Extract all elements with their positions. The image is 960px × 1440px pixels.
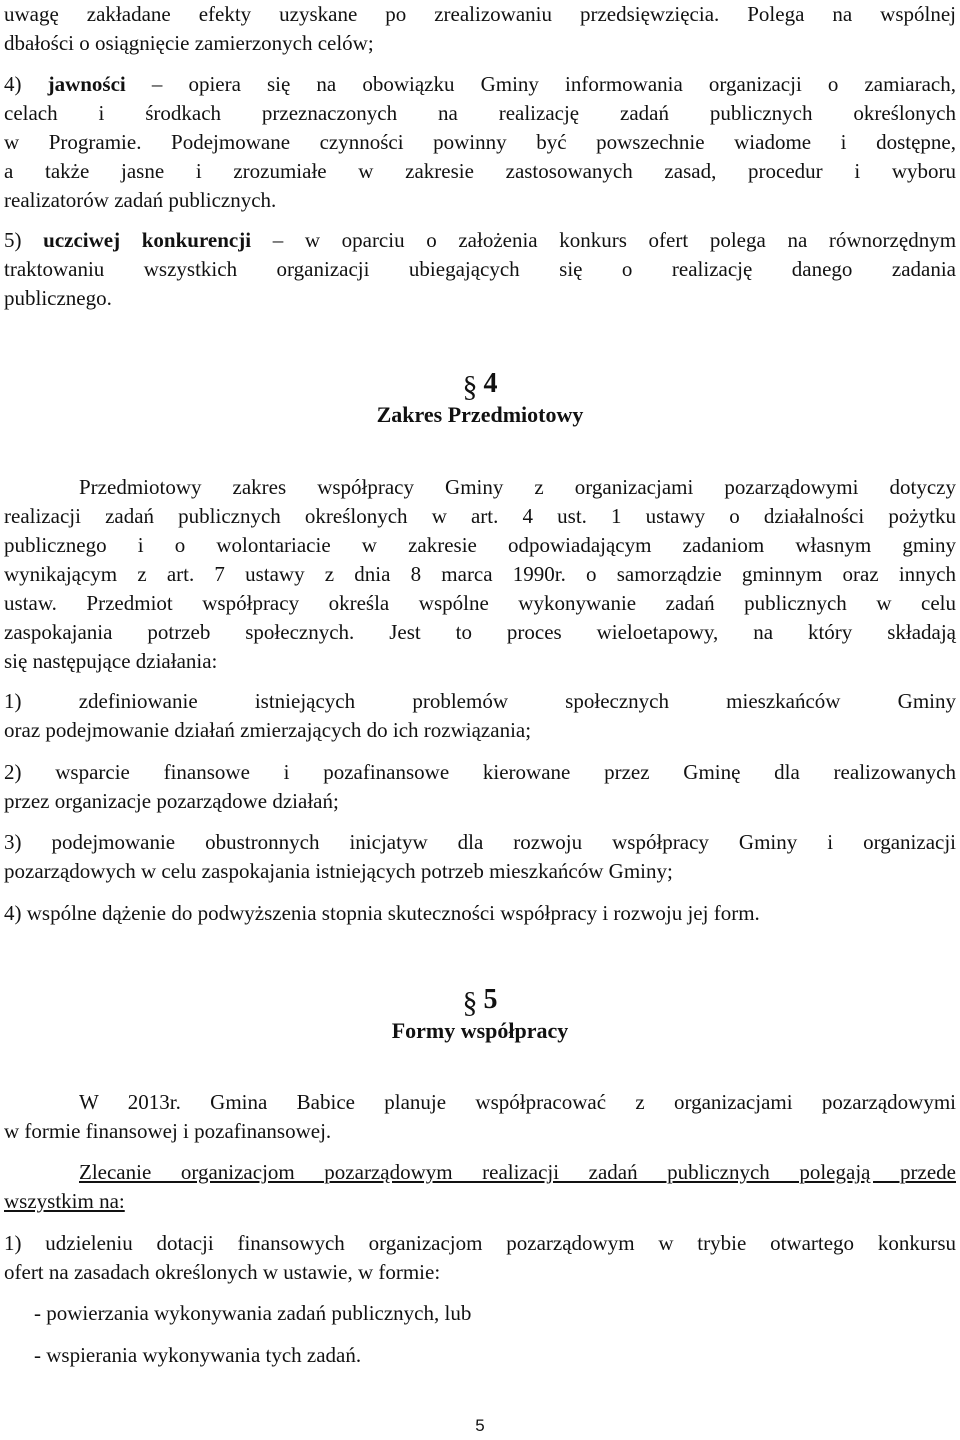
text-line: w formie finansowej i pozafinansowej. <box>4 1119 332 1143</box>
section-4-title: Zakres Przedmiotowy <box>376 402 584 427</box>
section-4-paragraph <box>4 473 956 676</box>
text-line: ustaw. Przedmiot współpracy określa wspólne wykonywanie zadań publicznych w celu <box>4 591 956 615</box>
section-symbol: § <box>462 370 478 403</box>
text-line: w Programie. Podejmowane czynności powinny być powszechnie wiadome i dostępne, <box>4 130 956 154</box>
bullet-item <box>34 1299 956 1328</box>
underlined-paragraph <box>4 1158 956 1216</box>
text-line: realizacji zadań publicznych określonych w art. 4 ust. 1 ustawy o działalności pożytku <box>4 504 956 528</box>
list-item <box>4 687 956 745</box>
text-line: W 2013r. Gmina Babice planuje współpracować z organizacjami pozarządowymi <box>79 1090 956 1114</box>
text-line: oraz podejmowanie działań zmierzających do ich rozwiązania; <box>4 718 532 742</box>
text-line <box>4 1158 956 1187</box>
intro-paragraph <box>4 0 956 58</box>
item-term: uczciwej konkurencji <box>43 228 252 252</box>
text-line: zaspokajania potrzeb społecznych. Jest to proces wieloetapowy, na który składają <box>4 620 956 644</box>
text-line: uwagę zakładane efekty uzyskane po zrealizowaniu przedsięwzięcia. Polega na wspólnej <box>4 2 956 26</box>
text-line <box>4 1187 956 1216</box>
text-line: publicznego. <box>4 286 112 310</box>
text-line: publicznego i o wolontariacie w zakresie odpowiadającym zadaniom własnym gminy <box>4 533 956 557</box>
text-line: 1) udzieleniu dotacji finansowych organizacjom pozarządowym w trybie otwartego konkursu <box>4 1231 956 1255</box>
text-line: 2) wsparcie finansowe i pozafinansowe kierowane przez Gminę dla realizowanych <box>4 760 956 784</box>
bullet-item <box>34 1341 956 1370</box>
item-number: 4) <box>4 72 22 96</box>
item-number: 5) <box>4 228 22 252</box>
section-symbol: § <box>462 986 478 1019</box>
text-line: traktowaniu wszystkich organizacji ubiegających się o realizację danego zadania <box>4 257 956 281</box>
section-5-paragraph <box>4 1088 956 1146</box>
underlined-text: Zlecanie organizacjom pozarządowym realizacji zadań publicznych polegają przede <box>79 1160 956 1184</box>
item-text: – opiera się na obowiązku Gminy informowania organizacji o zamiarach, <box>151 72 956 96</box>
text-line: 1) zdefiniowanie istniejących problemów społecznych mieszkańców Gminy <box>4 689 956 713</box>
list-item <box>4 758 956 816</box>
section-number: 5 <box>483 984 498 1015</box>
text-line: - powierzania wykonywania zadań publicznych, lub <box>34 1301 472 1325</box>
text-line: a także jasne i zrozumiałe w zakresie zastosowanych zasad, procedur i wyboru <box>4 159 956 183</box>
text-line: celach i środkach przeznaczonych na realizację zadań publicznych określonych <box>4 101 956 125</box>
document-page <box>4 0 956 1440</box>
section-5-number <box>4 982 956 1019</box>
text-line <box>4 70 956 99</box>
principle-jawnosci <box>4 70 956 215</box>
list-item <box>4 1229 956 1287</box>
page-number: 5 <box>475 1416 485 1435</box>
text-line: 4) wspólne dążenie do podwyższenia stopnia skuteczności współpracy i rozwoju jej form. <box>4 901 760 925</box>
text-line: dbałości o osiągnięcie zamierzonych celów; <box>4 31 374 55</box>
section-number: 4 <box>483 368 498 399</box>
text-line: realizatorów zadań publicznych. <box>4 188 277 212</box>
principle-uczciwej-konkurencji <box>4 226 956 313</box>
section-4-number <box>4 366 956 403</box>
text-line: wynikającym z art. 7 ustawy z dnia 8 marca 1990r. o samorządzie gminnym oraz innych <box>4 562 956 586</box>
section-5-title: Formy współpracy <box>391 1018 569 1043</box>
text-line: pozarządowych w celu zaspokajania istniejących potrzeb mieszkańców Gminy; <box>4 859 673 883</box>
underlined-text: wszystkim na: <box>4 1189 125 1213</box>
list-item <box>4 899 956 928</box>
text-line <box>4 226 956 255</box>
text-line: ofert na zasadach określonych w ustawie, w formie: <box>4 1260 441 1284</box>
item-text: – w oparciu o założenia konkurs ofert polega na równorzędnym <box>272 228 957 252</box>
text-line: Przedmiotowy zakres współpracy Gminy z organizacjami pozarządowymi dotyczy <box>79 475 956 499</box>
text-line: - wspierania wykonywania tych zadań. <box>34 1343 362 1367</box>
text-line: się następujące działania: <box>4 649 218 673</box>
text-line: przez organizacje pozarządowe działań; <box>4 789 339 813</box>
list-item <box>4 828 956 886</box>
text-line: 3) podejmowanie obustronnych inicjatyw dla rozwoju współpracy Gminy i organizacji <box>4 830 956 854</box>
item-term: jawności <box>47 72 126 96</box>
